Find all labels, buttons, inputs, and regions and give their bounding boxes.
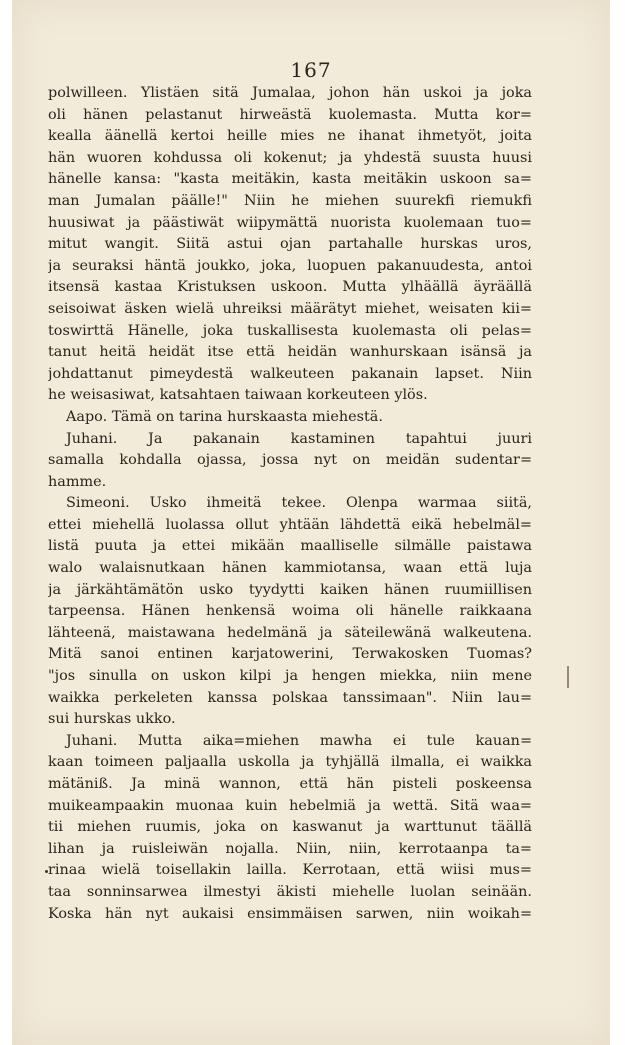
text-line: kaan toimeen paljaalla uskolla ja tyhjällä ilmalla, ei waikka	[48, 754, 532, 771]
text-line: tarpeensa. Hänen henkensä woima oli hänelle raikkaana	[48, 603, 532, 620]
text-line: listä puuta ja ettei mikään maalliselle silmälle paistawa	[48, 538, 532, 555]
text-line: kealla äänellä kertoi heille mies ne ihanat ihmetyöt, joita	[48, 128, 532, 145]
page-number: 167	[290, 58, 332, 82]
text-line: sui hurskas ukko.	[48, 711, 176, 728]
text-line: Koska hän nyt aukaisi ensimmäisen sarwen, niin woikah=	[48, 905, 532, 922]
text-line: Mitä sanoi entinen karjatowerini, Terwakosken Tuomas?	[48, 646, 532, 663]
text-line: man Jumalan päälle!" Niin he miehen suurekfi riemukfi	[48, 192, 532, 209]
text-line: johdattanut pimeydestä walkeuteen pakanain lapset. Niin	[48, 365, 532, 382]
text-line: taa sonninsarwea ilmestyi äkisti miehelle luolan seinään.	[48, 883, 532, 900]
book-page	[12, 0, 610, 1045]
page-body-text	[48, 83, 532, 925]
text-line: hamme.	[48, 473, 107, 490]
text-line: tanut heitä heidät itse että heidän wanhurskaan isänsä ja	[48, 344, 532, 361]
dialogue-line-juhani: Juhani. Ja pakanain kastaminen tapahtui juuri	[66, 430, 532, 447]
text-line: ja järkähtämätön usko tyydytti kaiken hänen ruumiillisen	[48, 581, 532, 598]
text-line: lihan ja ruisleiwän nojalla. Niin, niin, kerrotaanpa ta=	[48, 840, 532, 857]
text-line: ettei miehellä luolassa ollut yhtään lähdettä eikä hebelmäl=	[48, 516, 532, 533]
margin-mark	[567, 666, 569, 688]
dialogue-line-juhani: Juhani. Mutta aika=miehen mawha ei tule kauan=	[66, 732, 532, 749]
text-line: ja seuraksi häntä joukko, joka, luopuen pakanuudesta, antoi	[48, 257, 532, 274]
text-line: samalla kohdalla ojassa, jossa nyt on meidän sudentar=	[48, 452, 532, 469]
dialogue-line-simeoni: Simeoni. Usko ihmeitä tekee. Olenpa warmaa siitä,	[66, 495, 532, 512]
text-line: huusiwat ja päästiwät wiipymättä nuorista kuolemaan tuo=	[48, 214, 532, 231]
text-line: muikeampaakin muonaa kuin hebelmiä ja wettä. Sitä waa=	[48, 797, 532, 814]
text-line: toswirttä Hänelle, joka tuskallisesta kuolemasta oli pelas=	[48, 322, 532, 339]
margin-dot	[45, 870, 48, 873]
text-line: polwilleen. Ylistäen sitä Jumalaa, johon hän uskoi ja joka	[48, 85, 532, 101]
text-line: he weisasiwat, katsahtaen taiwaan korkeuteen ylös.	[48, 387, 428, 404]
text-line: tii miehen ruumis, joka on kaswanut ja warttunut täällä	[48, 819, 532, 836]
text-line: mitut wangit. Siitä astui ojan partahalle hurskas uros,	[48, 236, 532, 253]
text-line: seisoiwat äsken wielä uhreiksi määrätyt miehet, weisaten kii=	[48, 300, 532, 317]
text-line: mätäniß. Ja minä wannon, että hän pisteli poskeensa	[48, 776, 532, 792]
text-line: lähteenä, maistawana hedelmänä ja säteilewänä walkeutena.	[48, 624, 532, 641]
text-line: waikka perkeleten kanssa polskaa tanssimaan". Niin lau=	[48, 689, 532, 706]
text-line: itsensä kastaa Kristuksen uskoon. Mutta ylhäällä äyräällä	[48, 279, 532, 296]
text-line: hän wuoren kohdussa oli kokenut; ja yhdestä suusta huusi	[48, 149, 532, 166]
text-line: rinaa wielä toisellakin lailla. Kerrotaan, että wiisi mus=	[48, 862, 532, 879]
text-line: walo walaisnutkaan hänen kammiotansa, waan että luja	[48, 560, 532, 577]
text-line: "jos sinulla on uskon kilpi ja hengen miekka, niin mene	[48, 668, 532, 685]
text-line: hänelle kansa: "kasta meitäkin, kasta meitäkin uskoon sa=	[48, 171, 532, 188]
text-line: oli hänen pelastanut hirweästä kuolemasta. Mutta kor=	[48, 106, 532, 123]
dialogue-line-aapo: Aapo. Tämä on tarina hurskaasta miehestä.	[66, 408, 383, 425]
